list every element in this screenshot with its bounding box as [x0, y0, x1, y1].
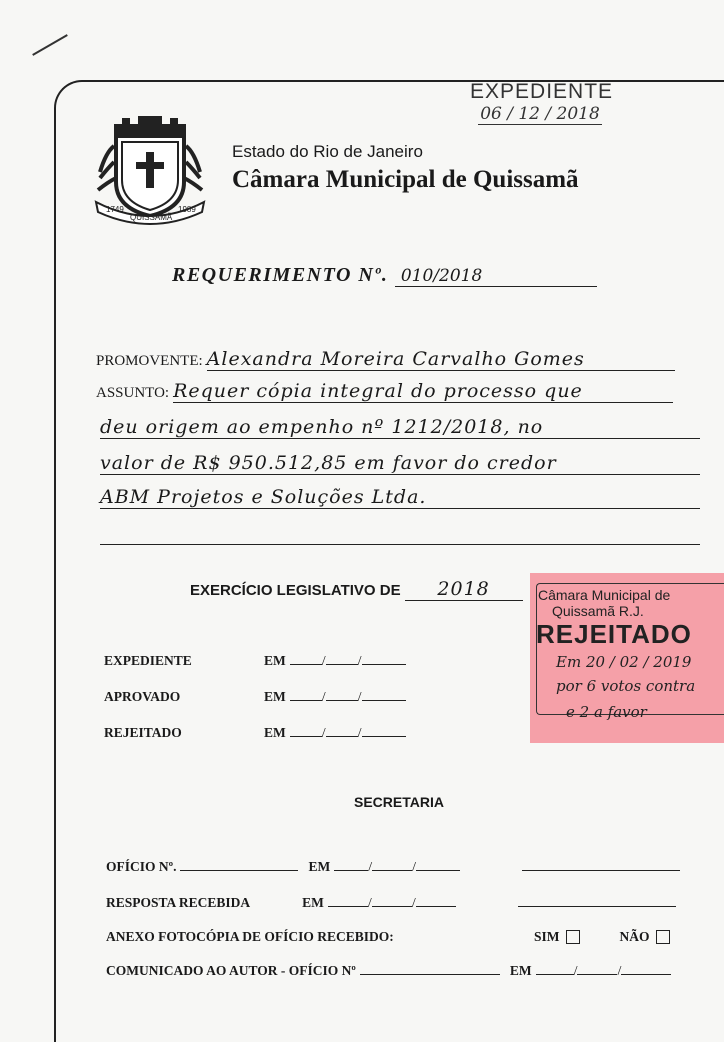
- seal-right-year: 1989: [178, 205, 196, 214]
- promovente-row: [96, 348, 675, 371]
- status-row-rejeitado: REJEITADO EM / /: [104, 724, 406, 742]
- status-label-aprovado: APROVADO: [104, 689, 181, 704]
- status-em-aprovado: EM: [264, 689, 286, 704]
- expediente-stamp: [470, 80, 614, 125]
- status-em-expediente: EM: [264, 653, 286, 668]
- assunto-line-row-2: [100, 416, 700, 439]
- expediente-stamp-title: EXPEDIENTE: [470, 80, 614, 103]
- seal-center-text: QUISSAMÃ: [130, 213, 173, 222]
- assunto-row: [96, 380, 673, 403]
- assunto-line-3: valor de R$ 950.512,85 em favor do credor: [100, 452, 700, 475]
- secretaria-title: SECRETARIA: [354, 794, 444, 810]
- resposta-label: RESPOSTA RECEBIDA: [106, 895, 251, 910]
- requerimento-heading: [172, 264, 597, 287]
- exercicio-row: [190, 578, 523, 601]
- rejected-stamp-line2: Quissamã R.J.: [552, 603, 644, 619]
- state-name: Estado do Rio de Janeiro: [232, 142, 423, 161]
- rejected-stamp-line1: Câmara Municipal de: [538, 587, 671, 603]
- requerimento-number: 010/2018: [395, 266, 597, 287]
- anexo-label: ANEXO FOTOCÓPIA DE OFÍCIO RECEBIDO:: [106, 929, 394, 944]
- pen-mark: [32, 34, 68, 56]
- status-row-expediente: EXPEDIENTE EM / /: [104, 652, 406, 670]
- nao-checkbox[interactable]: [656, 930, 670, 944]
- assunto-blank-line: [100, 524, 700, 545]
- status-label-rejeitado: REJEITADO: [104, 725, 182, 740]
- comunicado-row: COMUNICADO AO AUTOR - OFÍCIO Nº EM / /: [106, 962, 671, 980]
- seal-left-year: 1749: [106, 205, 124, 214]
- rejected-stamp-note1: por 6 votos contra: [556, 677, 696, 695]
- resposta-row: RESPOSTA RECEBIDA EM / /: [106, 894, 676, 912]
- assunto-line-row-4: [100, 486, 700, 509]
- comunicado-label: COMUNICADO AO AUTOR - OFÍCIO Nº: [106, 963, 356, 978]
- expediente-stamp-date: 06 / 12 / 2018: [478, 104, 602, 125]
- anexo-row: [106, 928, 670, 946]
- rejected-stamp-note2: e 2 a favor: [566, 703, 647, 721]
- rejected-stamp-date: Em 20 / 02 / 2019: [556, 653, 692, 671]
- status-row-aprovado: APROVADO EM / /: [104, 688, 406, 706]
- institution-name: Câmara Municipal de Quissamã: [232, 166, 579, 193]
- oficio-em: EM: [308, 859, 331, 874]
- exercicio-label: EXERCÍCIO LEGISLATIVO DE: [190, 582, 401, 599]
- promovente-value: Alexandra Moreira Carvalho Gomes: [207, 348, 675, 371]
- oficio-label: OFÍCIO Nº.: [106, 859, 177, 874]
- exercicio-value: 2018: [405, 578, 523, 601]
- assunto-line-2: deu origem ao empenho nº 1212/2018, no: [100, 416, 700, 439]
- assunto-line-row-3: [100, 452, 700, 475]
- assunto-label: ASSUNTO:: [96, 385, 170, 401]
- rejected-stamp-status: REJEITADO: [536, 619, 692, 649]
- assunto-line-4: ABM Projetos e Soluções Ltda.: [100, 486, 700, 509]
- oficio-row: OFÍCIO Nº. EM / /: [106, 858, 680, 876]
- promovente-label: PROMOVENTE:: [96, 353, 203, 369]
- sim-label: SIM: [534, 929, 560, 944]
- coat-of-arms-icon: [92, 112, 208, 230]
- nao-label: NÃO: [619, 929, 650, 944]
- resposta-em: EM: [302, 895, 324, 910]
- rejected-stamp: [530, 573, 724, 743]
- sim-checkbox[interactable]: [566, 930, 580, 944]
- assunto-line-1: Requer cópia integral do processo que: [173, 380, 673, 403]
- status-em-rejeitado: EM: [264, 725, 286, 740]
- comunicado-em: EM: [509, 963, 532, 978]
- requerimento-label: REQUERIMENTO Nº.: [172, 264, 389, 286]
- status-label-expediente: EXPEDIENTE: [104, 653, 192, 668]
